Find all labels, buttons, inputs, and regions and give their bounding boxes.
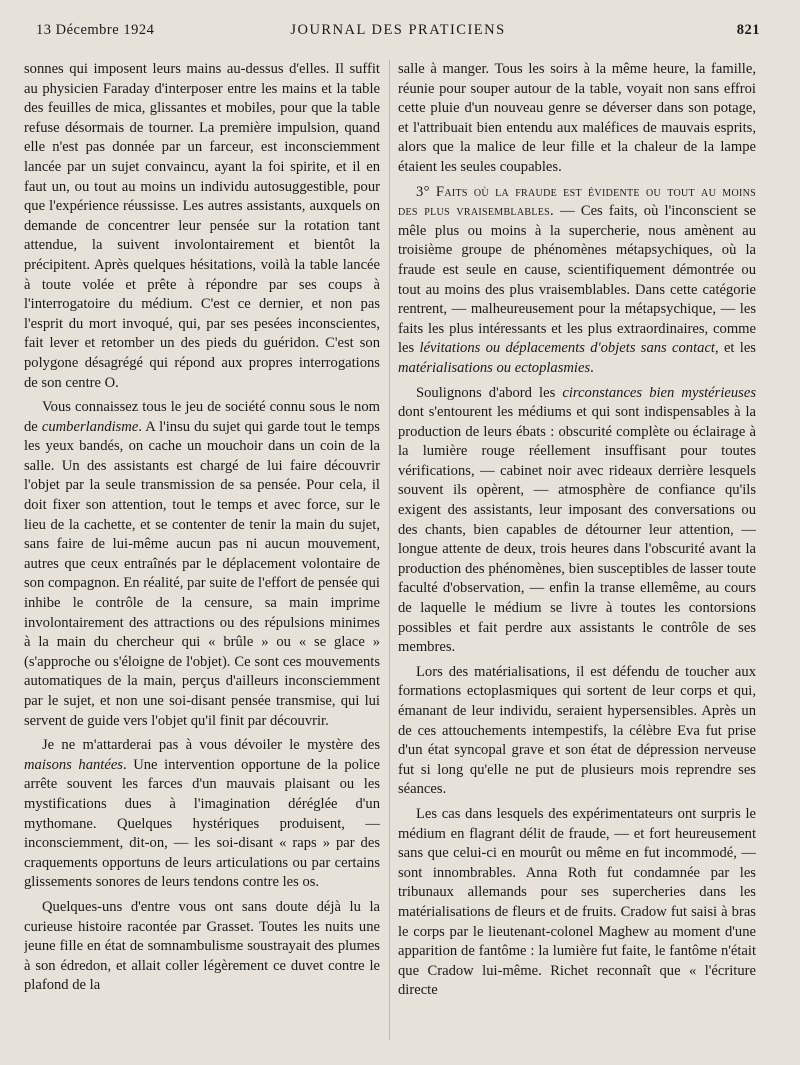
- paragraph-circonstances: [398, 384, 756, 658]
- left-column: [24, 60, 380, 1045]
- text-run: . Une intervention opportune de la police arrête souvent les farces d'un mauvais plaisant ou les mystifications dues à l'imagination déréglée d'un mythomane. Quelques hystériques produisent, — inconsciemment, dit-on, — les soi-disant « raps » par des craquements opportuns de leurs articulations ou par certains glissements sonores de leurs tendons contre les os.: [24, 756, 380, 891]
- text-run: .: [590, 359, 594, 376]
- text-run: — Ces faits, où l'inconscient se mêle plus ou moins à la supercherie, nous amènent au troisième groupe de phénomènes métapsychiques, où la fraude est seule en cause, scientifiquement démontrée ou tout au moins des plus vraisemblables. Dans cette catégorie rentrent, — malheureusement pour la métapsychique, — les faits les plus intéressants et les plus extraordinaires, comme les: [398, 203, 756, 357]
- paragraph-salle-a-manger: salle à manger. Tous les soirs à la même heure, la famille, réunie pour souper autour de la table, voyait non sans effroi cette pluie d'un nouveau genre se déverser dans son potage, et l'attribuait bien entendu aux maléfices de mauvais esprits, alors que la malice de leur fille et la chaleur de la lampe étaient les seules coupables.: [398, 61, 756, 175]
- text-run: Vous connaissez tous le jeu de société connu sous le nom de: [24, 399, 380, 435]
- paragraph-maisons-hantees: [24, 736, 380, 893]
- italic-term: matérialisations ou ectoplasmies: [398, 359, 591, 376]
- page-header: [36, 22, 760, 44]
- italic-term: cumberlandisme: [41, 418, 139, 435]
- text-run: , et les: [715, 340, 756, 357]
- right-column: [398, 60, 756, 1045]
- paragraph-materialisations: Lors des matérialisations, il est défendu de toucher aux formations ectoplasmiques qui sortent de leur corps et qui, émanant de leur individu, seraient hypersensibles. Après un de ces attouchements intempestifs, la célèbre Eva fut prise d'un état syncopal grave et son état de dépression nerveuse fut si long qu'elle ne put de plusieurs mois reprendre ses séances.: [398, 663, 756, 798]
- section-heading: 3° Faits où la fraude est évidente ou tout au moins des plus vraisemblables.: [398, 183, 756, 220]
- italic-term: lévitations ou déplacements d'objets sans contact: [419, 340, 715, 357]
- column-divider: [389, 60, 390, 1040]
- italic-term: maisons hantées: [24, 756, 123, 773]
- issue-date: 13 Décembre 1924: [36, 22, 155, 38]
- text-run: Je ne m'attarderai pas à vous dévoiler le mystère des: [42, 737, 380, 754]
- paragraph-flagrant-delit: Les cas dans lesquels des expérimentateurs ont surpris le médium en flagrant délit de fraude, — et fort heureusement sans que celui-ci en mourût ou même en fut incommodé, — sont innombrables. Anna Roth fut condamnée par les tribunaux allemands pour ses supercheries dans les matérialisations de fleurs et de fruits. Cradow fut saisi à bras le corps par le lieutenant-colonel Maghew au moment d'une apparition de fantôme : la lumière fut faite, le fantôme n'était que Cradow lui-même. Richet reconnaît que « l'écriture directe: [398, 805, 756, 999]
- page-number: 821: [736, 22, 760, 38]
- journal-title: JOURNAL DES PRATICIENS: [290, 22, 506, 38]
- italic-term: circonstances bien mystérieuses: [562, 384, 756, 401]
- paragraph-fraude: [398, 183, 756, 379]
- paragraph-faraday: sonnes qui imposent leurs mains au-dessus d'elles. Il suffit au physicien Faraday d'interposer entre les mains et la table des feuilles de mica, glissantes et mobiles, pour que la table refuse désormais de tourner. La première impulsion, quand elle n'est pas donnée par un farceur, est inconsciemment lancée par un sujet convaincu, ayant la foi spirite, et il en faut un, ou tout au moins un individu autosuggestible, pour que l'expérience réussisse. Les autres assistants, auxquels on demande de concentrer leur pensée sur la rotation tant attendue, la suivent involontairement et bientôt la précipitent. Après quelques hésitations, voilà la table lancée à toute volée et prête à répondre par ses coups à l'interrogatoire du médium. C'est ce dernier, et non pas l'esprit du mort invoqué, qui, par ses pesées inconscientes, fait lever et retomber un des pieds du guéridon. C'est son polygone désagrégé qui répond aux propres interrogations de son centre O.: [24, 61, 380, 391]
- text-run: dont s'entourent les médiums et qui sont indispensables à la production de leurs ébats : obscurité complète ou éclairage à la lumière rouge réellement insuffisant pour toutes vérifications, — cabinet noir avec rideaux derrière lesquels souvent ils opèrent, — atmosphère de confiance qu'ils exigent des assistants, leur imposant des conversations ou des chants, bien capables de détourner leur attention, — longue attente de deux, trois heures dans l'obscurité avant la production des phénomènes, bien susceptibles de lasser toute faculté d'observation, — enfin la transe ellemême, au cours de laquelle le médium se livre à toutes les contorsions possibles et fait perdre aux assistants le contrôle de ses membres.: [398, 404, 756, 656]
- paragraph-grasset: Quelques-uns d'entre vous ont sans doute déjà lu la curieuse histoire racontée par Grasset. Toutes les nuits une jeune fille en état de somnambulisme soustrayait des plumes à son édredon, et allait coller légèrement ce duvet contre le plafond de la: [24, 898, 380, 994]
- paragraph-cumberlandisme: [24, 398, 380, 731]
- text-run: . A l'insu du sujet qui garde tout le temps les yeux bandés, on cache un mouchoir dans un coin de la salle. Un des assistants est chargé de lui faire découvrir l'objet par la seule transmission de sa pensée. Pour cela, il doit fixer son attention, tout le temps et avec force, sur le lieu de la cachette, et se contenter de tenir la main du sujet, sans faire de lui-même aucun pas ni aucun mouvement, autres que ceux entraînés par le déplacement volontaire de son compagnon. En réalité, par suite de l'effort de pensée qui inhibe le contrôle de la censure, sa main imprime involontairement des attractions ou des répulsions minimes à la main du chercheur qui « brûle » ou « se glace » (s'approche ou s'éloigne de l'objet). Ce sont ces mouvements automatiques de la main, perçus d'ailleurs inconsciemment par le sujet, et non une soi-disant pensée transmise, qui lui servent de guide vers l'objet qu'il finit par découvrir.: [24, 418, 380, 729]
- text-run: Soulignons d'abord les: [416, 384, 563, 401]
